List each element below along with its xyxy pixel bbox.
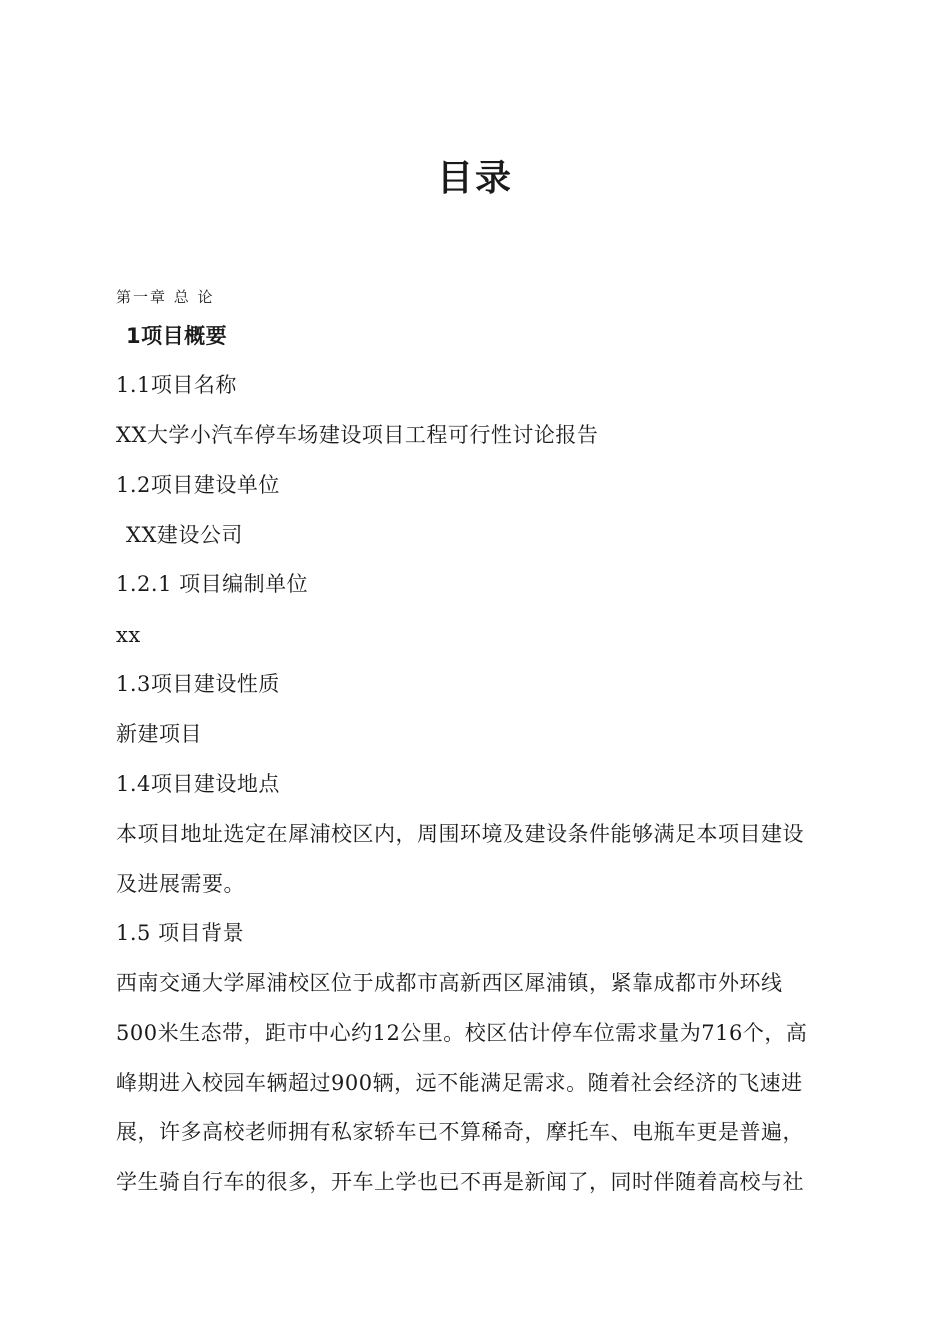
paragraph-background-line: 学生骑自行车的很多，开车上学也已不再是新闻了，同时伴随着高校与社	[116, 1170, 804, 1194]
paragraph-background-line: 500米生态带，距市中心约12公里。校区估计停车位需求量为716个，高	[116, 1021, 808, 1045]
paragraph-location-line-2: 及进展需要。	[116, 872, 245, 896]
subsection-heading-1-4: 1.4项目建设地点	[116, 772, 280, 796]
subsection-heading-1-3: 1.3项目建设性质	[116, 672, 280, 696]
page-title: 目录	[436, 158, 513, 199]
subsection-heading-1-2-1: 1.2.1 项目编制单位	[116, 572, 309, 596]
paragraph-project-name: XX大学小汽车停车场建设项目工程可行性讨论报告	[116, 423, 599, 447]
paragraph-background-line: 峰期进入校园车辆超过900辆，远不能满足需求。随着社会经济的飞速进	[116, 1071, 803, 1095]
chapter-heading: 第一章 总 论	[116, 288, 215, 306]
paragraph-construction-nature: 新建项目	[116, 722, 202, 746]
paragraph-location-line-1: 本项目地址选定在犀浦校区内，周围环境及建设条件能够满足本项目建设	[116, 822, 804, 846]
section-heading: 1项目概要	[126, 324, 228, 348]
paragraph-compiling-unit: xx	[116, 623, 141, 647]
subsection-heading-1-2: 1.2项目建设单位	[116, 473, 280, 497]
subsection-heading-1-5: 1.5 项目背景	[116, 921, 245, 945]
paragraph-background-line: 西南交通大学犀浦校区位于成都市高新西区犀浦镇，紧靠成都市外环线	[116, 971, 783, 995]
paragraph-background-line: 展，许多高校老师拥有私家轿车已不算稀奇，摩托车、电瓶车更是普遍，	[116, 1120, 804, 1144]
subsection-heading-1-1: 1.1项目名称	[116, 373, 237, 397]
paragraph-construction-unit: XX建设公司	[126, 523, 243, 547]
